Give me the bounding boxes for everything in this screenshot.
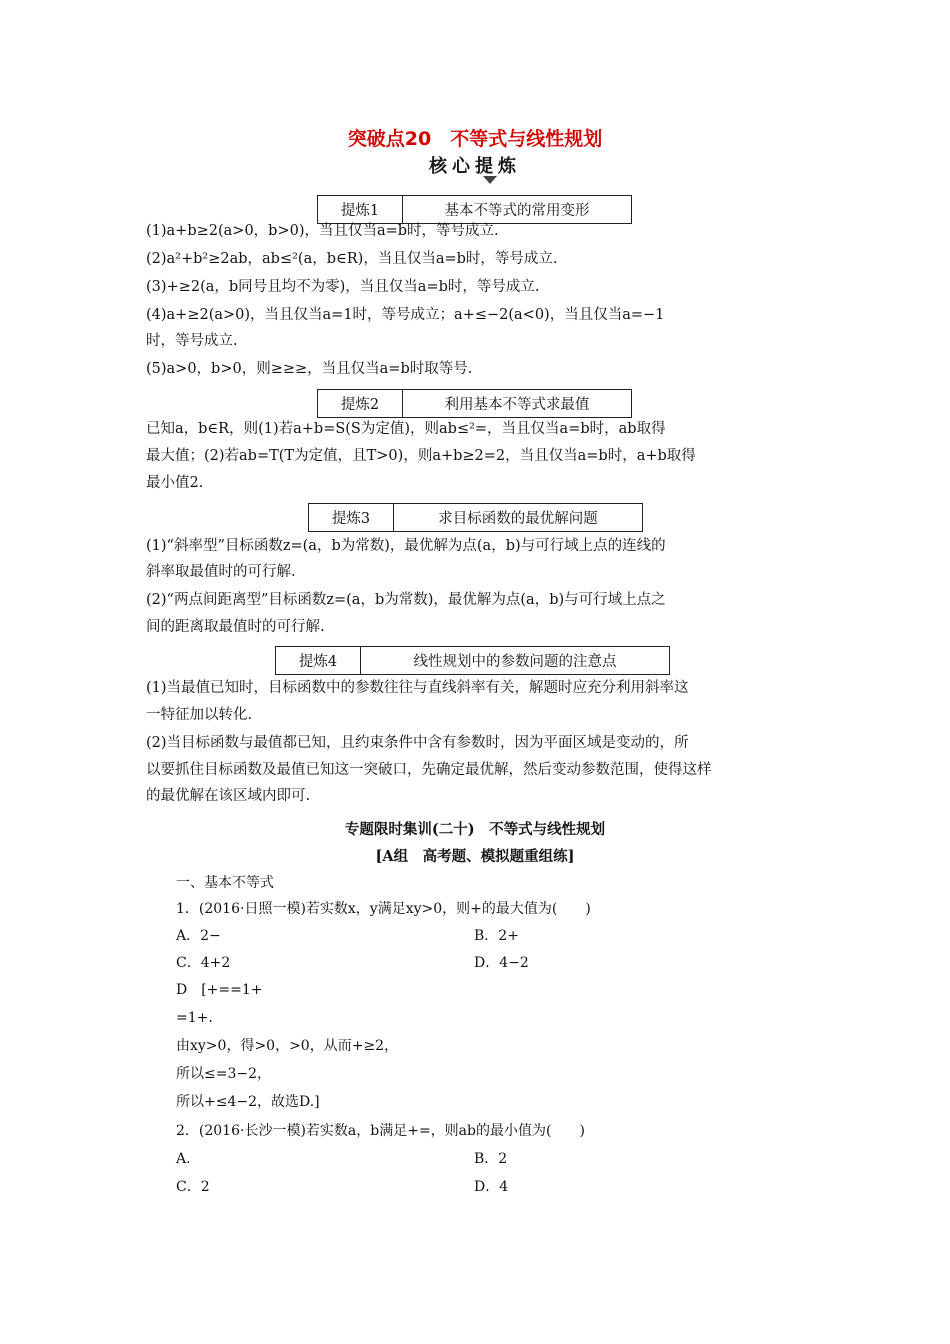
point-box-2 [317,389,632,418]
text-line: 时，等号成立. [146,333,238,349]
page-title: 突破点20 不等式与线性规划 [347,128,603,150]
point-value: 求目标函数的最优解问题 [438,511,598,527]
option-d: D．4−2 [474,955,529,971]
subtitle-arrow-icon [483,176,497,184]
text-line: 的最优解在该区域内即可. [146,788,311,804]
solution-line: =1+. [176,1010,213,1026]
option-c: C．4+2 [176,955,231,971]
text-line: (1)当最值已知时，目标函数中的参数往往与直线斜率有关，解题时应充分利用斜率这 [146,680,689,696]
point-key: 提炼2 [318,390,403,417]
solution-line: 由xy>0，得>0，>0，从而+≥2， [176,1038,399,1054]
point-box-4 [275,646,670,675]
text-line: (1)“斜率型”目标函数z=(a，b为常数)，最优解为点(a，b)与可行域上点的连线的 [146,538,666,554]
text-line: 斜率取最值时的可行解. [146,564,296,580]
option-a: A. [176,1151,191,1167]
point-key: 提炼1 [318,196,403,223]
text-line: 最大值；(2)若ab=T(T为定值，且T>0)，则a+b≥2=2，当且仅当a=b时，a+b取得 [146,448,696,464]
text-line: (2)当目标函数与最值都已知，且约束条件中含有参数时，因为平面区域是变动的，所 [146,735,689,751]
option-a: A．2− [176,928,221,944]
text-line: 最小值2. [146,475,204,491]
text-line: (1)a+b≥2(a>0，b>0)，当且仅当a=b时，等号成立. [146,223,499,239]
point-value: 线性规划中的参数问题的注意点 [413,654,617,670]
solution-line: 所以≤=3−2， [176,1066,272,1082]
option-c: C．2 [176,1179,210,1195]
training-title: 专题限时集训(二十) 不等式与线性规划 [344,821,606,838]
text-line: 一特征加以转化. [146,707,253,723]
option-b: B．2+ [474,928,519,944]
section-heading: 一、基本不等式 [176,875,274,891]
group-title: [A组 高考题、模拟题重组练] [375,848,575,865]
point-value: 利用基本不等式求最值 [444,397,590,413]
option-d: D．4 [474,1179,509,1195]
section-subtitle: 核心提炼 [429,156,521,177]
text-line: 以要抓住目标函数及最值已知这一突破口，先确定最优解，然后变动参数范围，使得这样 [146,762,712,778]
solution-line: 所以+≤4−2，故选D.] [176,1094,320,1110]
text-line: 已知a，b∈R，则(1)若a+b=S(S为定值)，则ab≤²=，当且仅当a=b时，ab取得 [146,421,666,437]
point-box-1 [317,195,632,224]
point-box-3 [308,503,643,532]
solution-line: D [+==1+ [176,982,263,998]
question-stem: 1．(2016·日照一模)若实数x，y满足xy>0，则+的最大值为( ) [176,901,591,917]
text-line: (2)a²+b²≥2ab，ab≤²(a，b∈R)，当且仅当a=b时，等号成立. [146,251,558,267]
text-line: (5)a>0，b>0，则≥≥≥，当且仅当a=b时取等号. [146,361,473,377]
question-stem: 2．(2016·长沙一模)若实数a，b满足+=，则ab的最小值为( ) [176,1123,585,1139]
point-key: 提炼3 [309,504,394,531]
point-value: 基本不等式的常用变形 [444,203,590,219]
text-line: (2)“两点间距离型”目标函数z=(a，b为常数)，最优解为点(a，b)与可行域上点之 [146,592,666,608]
text-line: (4)a+≥2(a>0)，当且仅当a=1时，等号成立；a+≤−2(a<0)，当且仅当a=−1 [146,307,665,323]
point-key: 提炼4 [276,647,361,674]
text-line: 间的距离取最值时的可行解. [146,619,325,635]
option-b: B．2 [474,1151,508,1167]
text-line: (3)+≥2(a，b同号且均不为零)，当且仅当a=b时，等号成立. [146,279,540,295]
